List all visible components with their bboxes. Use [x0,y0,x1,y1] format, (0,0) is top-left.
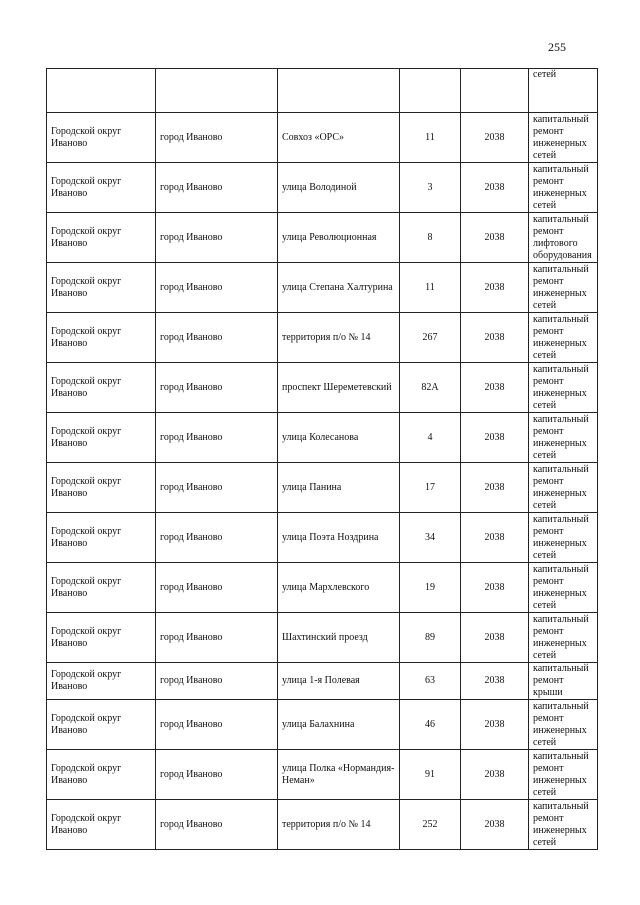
cell-work-type: капитальный ремонт инженерных сетей [529,163,598,213]
table-row [47,463,598,513]
cell-house-number: 19 [400,563,461,613]
cell-okrug: Городской округ Иваново [47,613,156,663]
table-row [47,213,598,263]
cell-work-type: капитальный ремонт инженерных сетей [529,263,598,313]
cell-okrug: Городской округ Иваново [47,313,156,363]
cell-okrug: Городской округ Иваново [47,463,156,513]
cell-work-type: капитальный ремонт инженерных сетей [529,513,598,563]
cell-house-number: 17 [400,463,461,513]
table-row [47,313,598,363]
cell-street: Шахтинский проезд [278,613,400,663]
cell-house-number: 267 [400,313,461,363]
cell-city: город Иваново [156,113,278,163]
cell-year: 2038 [461,563,529,613]
page-number: 255 [548,40,566,54]
cell-house-number: 91 [400,750,461,800]
cell-city: город Иваново [156,463,278,513]
cell-year: 2038 [461,163,529,213]
cell-year: 2038 [461,213,529,263]
table-row [47,163,598,213]
cell-okrug: Городской округ Иваново [47,363,156,413]
cell-year: 2038 [461,800,529,850]
cell-work-type: капитальный ремонт инженерных сетей [529,363,598,413]
cell-house-number: 34 [400,513,461,563]
table-row [47,800,598,850]
cell-okrug: Городской округ Иваново [47,163,156,213]
cell-okrug: Городской округ Иваново [47,800,156,850]
cell-city: город Иваново [156,363,278,413]
cell-okrug: Городской округ Иваново [47,563,156,613]
table-row [47,613,598,663]
cell-okrug: Городской округ Иваново [47,663,156,700]
cell-city: город Иваново [156,413,278,463]
cell-street: улица 1-я Полевая [278,663,400,700]
table-row [47,263,598,313]
cell-house-number: 46 [400,700,461,750]
cell-work-type: капитальный ремонт крыши [529,663,598,700]
cell-street: проспект Шереметевский [278,363,400,413]
cell-work-type: капитальный ремонт инженерных сетей [529,613,598,663]
cell-city: город Иваново [156,163,278,213]
cell-work-type: капитальный ремонт инженерных сетей [529,563,598,613]
cell-house-number: 11 [400,113,461,163]
cell-street: улица Балахнина [278,700,400,750]
table-row [47,363,598,413]
cell-work-type: капитальный ремонт инженерных сетей [529,313,598,363]
cell-year: 2038 [461,750,529,800]
cell-year: 2038 [461,313,529,363]
table-row-continuation [47,69,598,113]
cell-house-number: 252 [400,800,461,850]
cell-house-number: 3 [400,163,461,213]
cell-year: 2038 [461,663,529,700]
cell-house-number: 63 [400,663,461,700]
cell-empty [400,69,461,113]
cell-year: 2038 [461,263,529,313]
table-row [47,113,598,163]
table-row [47,700,598,750]
cell-house-number: 11 [400,263,461,313]
cell-okrug: Городской округ Иваново [47,263,156,313]
cell-work-type: капитальный ремонт инженерных сетей [529,800,598,850]
cell-city: город Иваново [156,613,278,663]
cell-year: 2038 [461,463,529,513]
table-row [47,513,598,563]
cell-work-type: капитальный ремонт инженерных сетей [529,700,598,750]
table-row [47,750,598,800]
cell-year: 2038 [461,363,529,413]
cell-work-type: капитальный ремонт инженерных сетей [529,113,598,163]
cell-empty [461,69,529,113]
cell-house-number: 89 [400,613,461,663]
cell-street: улица Панина [278,463,400,513]
cell-city: город Иваново [156,663,278,700]
cell-work-type: капитальный ремонт инженерных сетей [529,413,598,463]
cell-okrug: Городской округ Иваново [47,213,156,263]
cell-okrug: Городской округ Иваново [47,700,156,750]
cell-city: город Иваново [156,213,278,263]
cell-year: 2038 [461,613,529,663]
cell-okrug: Городской округ Иваново [47,113,156,163]
cell-street: улица Колесанова [278,413,400,463]
cell-city: город Иваново [156,513,278,563]
cell-year: 2038 [461,700,529,750]
cell-city: город Иваново [156,263,278,313]
cell-street: улица Мархлевского [278,563,400,613]
cell-okrug: Городской округ Иваново [47,750,156,800]
cell-street: территория п/о № 14 [278,800,400,850]
cell-okrug: Городской округ Иваново [47,513,156,563]
cell-street: территория п/о № 14 [278,313,400,363]
table-row [47,663,598,700]
cell-street: улица Степана Халтурина [278,263,400,313]
cell-work-type: капитальный ремонт лифтового оборудования [529,213,598,263]
table-row [47,413,598,463]
cell-city: город Иваново [156,800,278,850]
cell-house-number: 8 [400,213,461,263]
cell-empty [156,69,278,113]
registry-table [46,68,598,850]
cell-year: 2038 [461,513,529,563]
cell-street: улица Революционная [278,213,400,263]
cell-city: город Иваново [156,313,278,363]
cell-city: город Иваново [156,563,278,613]
cell-okrug: Городской округ Иваново [47,413,156,463]
cell-empty [47,69,156,113]
cell-street: улица Полка «Нормандия-Неман» [278,750,400,800]
cell-year: 2038 [461,113,529,163]
cell-work-type: сетей [529,69,598,113]
cell-empty [278,69,400,113]
cell-house-number: 82А [400,363,461,413]
cell-city: город Иваново [156,750,278,800]
cell-house-number: 4 [400,413,461,463]
cell-year: 2038 [461,413,529,463]
cell-street: улица Поэта Ноздрина [278,513,400,563]
table-row [47,563,598,613]
cell-street: Совхоз «ОРС» [278,113,400,163]
registry-body [47,69,598,850]
cell-city: город Иваново [156,700,278,750]
cell-work-type: капитальный ремонт инженерных сетей [529,463,598,513]
cell-work-type: капитальный ремонт инженерных сетей [529,750,598,800]
cell-street: улица Володиной [278,163,400,213]
